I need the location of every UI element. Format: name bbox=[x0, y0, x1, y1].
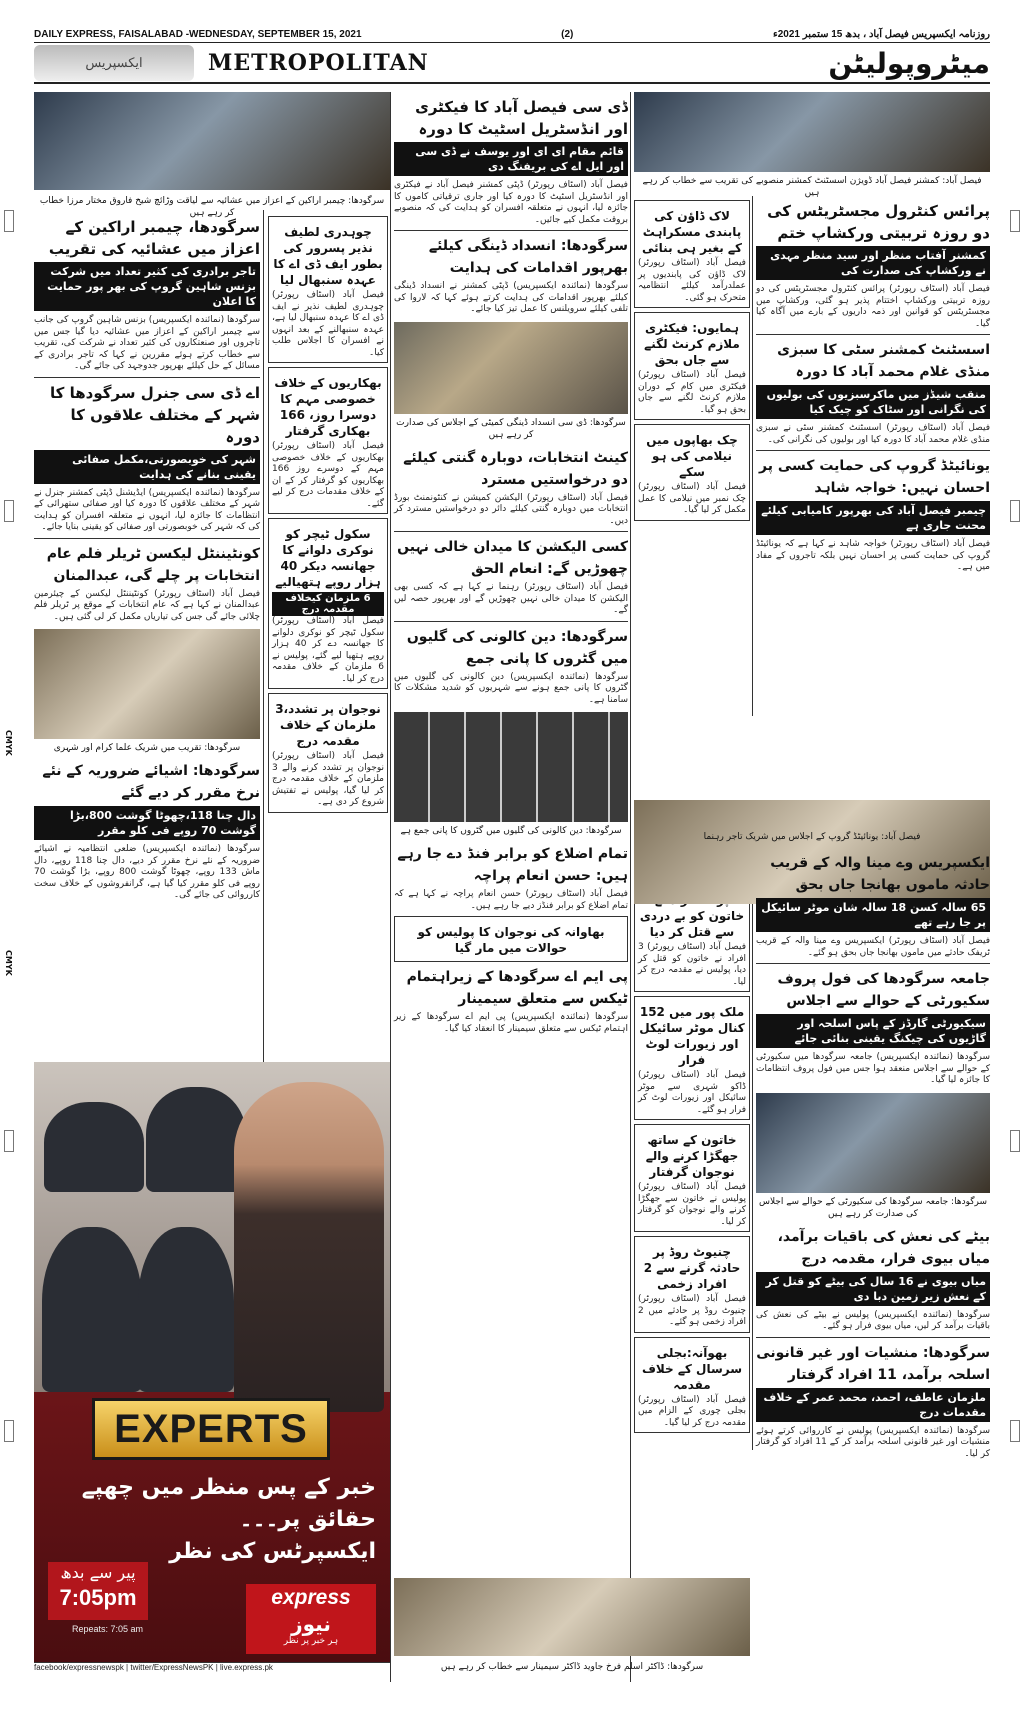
box-body: فیصل آباد (اسٹاف رپورٹر) نوجوان پر تشدد کرنے والے 3 ملزمان کے خلاف مقدمہ درج کر لیا گیا، پولیس نے تفتیش شروع کر دی ہے۔ bbox=[272, 751, 384, 807]
box-body: فیصل آباد (اسٹاف رپورٹر) چوہدری لطیف نذیر نے ایف ڈی اے کا عہدہ سنبھال لیا ہے، عہدہ سنبھالنے کے بعد انہوں نے افسران کا اجلاس طلب کیا۔ bbox=[272, 290, 384, 358]
headline: سرگودھا: انسداد ڈینگی کیلئے بھرپور اقدامات کی ہدایت bbox=[428, 238, 628, 276]
headline: سرگودھا: اشیائے ضروریہ کے نئے نرخ مقرر کر دیے گئے bbox=[42, 763, 260, 801]
news-box bbox=[634, 424, 750, 521]
registration-mark bbox=[4, 210, 14, 232]
article-body: سرگودھا (نمائندہ ایکسپریس) ضلعی انتظامیہ نے اشیائے ضروریہ کے نئے نرخ مقرر کر دیے، دال چنا 118 روپے، دال ماش 133 روپے، چھوٹا گوشت 800 روپے، بڑا گوشت 70 روپے فی کلو مقرر کیا گیا ہے، گرانفروشوں کے خلاف سخت کارروائی کی جائے گی۔ bbox=[34, 844, 260, 900]
news-box bbox=[634, 312, 750, 420]
news-box bbox=[634, 200, 750, 308]
headline: تمام اضلاع کو برابر فنڈ دے جا رہے ہیں: حسن انعام پراچہ bbox=[397, 846, 628, 884]
midright-column-lower bbox=[634, 848, 750, 1573]
box-headline: لاک ڈاؤن کی پابندی مسکراہٹ کے بغیر ہی بنائی bbox=[642, 209, 742, 255]
article-body: سرگودھا (نمائندہ ایکسپریس) دین کالونی کی گلیوں میں گٹروں کا پانی جمع ہونے سے شہریوں کو شدید مشکلات کا سامنا ہے۔ bbox=[394, 671, 628, 705]
express-experts-ad bbox=[34, 1062, 390, 1662]
box-body: فیصل آباد (اسٹاف رپورٹر) سکول ٹیچر کو نوکری دلوانے کا جھانسہ دے کر 40 ہزار روپے ہتھیا لیے گئے، پولیس نے 6 ملزمان کے خلاف مقدمہ درج کر لیا۔ bbox=[272, 616, 384, 684]
box-body: فیصل آباد (اسٹاف رپورٹر) چک نمبر میں نیلامی کا عمل مکمل کر لیا گیا۔ bbox=[638, 482, 746, 515]
article-body: سرگودھا (نمائندہ ایکسپریس) ڈپٹی کمشنر نے انسداد ڈینگی کیلئے بھرپور اقدامات کی ہدایت کرتے ہوئے کہا کہ لاروا کی تلفی کیلئے سرویلنس کا عمل تیز کیا جائے۔ bbox=[394, 281, 628, 314]
headline: یونائیٹڈ گروپ کی حمایت کسی پر احسان نہیں: خواجہ شاہد bbox=[759, 458, 990, 496]
news-box bbox=[634, 1236, 750, 1333]
box-headline: ہمایوں: فیکٹری ملازم کرنٹ لگنے سے جاں بحق bbox=[644, 321, 740, 367]
photo-dengue-meeting bbox=[394, 322, 628, 414]
article-body: سرگودھا (نمائندہ ایکسپریس) پولیس نے کارروائی کرتے ہوئے منشیات اور غیر قانونی اسلحہ برآمد کر کے 11 افراد کو گرفتار کر لیا۔ bbox=[756, 1425, 990, 1459]
subheadline: تاجر برادری کی کثیر تعداد میں شرکت بزنس شاہین گروپ کی بھر پور حمایت کا اعلان bbox=[34, 262, 260, 311]
left-stories bbox=[34, 212, 260, 1062]
cmyk-mark: CMYK bbox=[4, 950, 13, 976]
subheadline: ملزمان عاطف، احمد، محمد عمر کے خلاف مقدمات درج bbox=[756, 1388, 990, 1422]
headline: سرگودھا: دین کالونی کی گلیوں میں گٹروں کا پانی جمع bbox=[406, 628, 628, 667]
ad-tagline-line1: خبر کے پس منظر میں چھپے حقائق پر۔۔۔ bbox=[81, 1475, 376, 1532]
left-column bbox=[34, 92, 264, 190]
box-headline: ملک پور میں 152 کنال موٹر سائیکل اور زیورات لوٹ فرار bbox=[639, 1005, 745, 1067]
subheadline: میاں بیوی نے 16 سال کی بیٹے کو قتل کر کے نعش زیر زمین دبا دی bbox=[756, 1272, 990, 1306]
box-subhead: 6 ملزمان کیخلاف مقدمہ درج bbox=[272, 592, 384, 616]
box-headline: بھاوانہ کی نوجوان کا پولیس کو حوالات میں مار گیا bbox=[417, 925, 605, 955]
box-body: فیصل آباد (اسٹاف رپورٹر) ڈاکو شہری سے موٹر سائیکل اور زیورات لوٹ کر فرار ہو گئے۔ bbox=[638, 1070, 746, 1115]
photo-caption: فیصل آباد: یونائیٹڈ گروپ کے اجلاس میں شریک تاجر رہنما bbox=[703, 832, 921, 842]
registration-mark bbox=[4, 1420, 14, 1442]
box-headline: سکول ٹیچر کو نوکری دلوانے کا جھانسہ دیکر 40 ہزار روپے ہتھیالیے bbox=[275, 527, 381, 589]
news-box bbox=[634, 1337, 750, 1434]
headline: ایکسپریس وے مینا والہ کے قریب حادثہ ماموں بھانجا جاں بحق bbox=[770, 855, 990, 893]
photo-caption: سرگودھا: ڈی سی انسداد ڈینگی کمیٹی کے اجلاس کی صدارت کر رہے ہیں bbox=[396, 417, 626, 440]
ad-tagline bbox=[56, 1472, 376, 1568]
photo-caption: فیصل آباد: کمشنر فیصل آباد ڈویژن اسسٹنٹ کمشنر منصوبے کی تقریب سے خطاب کر رہے ہیں bbox=[642, 176, 982, 198]
photo-caption: سرگودھا: جامعہ سرگودھا کی سکیورٹی کے حوالے سے اجلاس کی صدارت کر رہے ہیں bbox=[758, 1196, 988, 1219]
photo-caption: سرگودھا: تقریب میں شریک علما کرام اور شہری bbox=[53, 743, 241, 753]
box-body: فیصل آباد (اسٹاف رپورٹر) چنیوٹ روڈ پر حادثے میں 2 افراد زخمی ہو گئے۔ bbox=[638, 1294, 746, 1327]
article-body: فیصل آباد (اسٹاف رپورٹر) رہنما نے کہا ہے کہ کسی بھی الیکشن کا میدان خالی نہیں چھوڑیں گے اور بھرپور حصہ لیں گے۔ bbox=[394, 582, 628, 615]
box-body: فیصل آباد (اسٹاف رپورٹر) فیکٹری میں کام کے دوران ملازم کرنٹ لگنے سے جاں بحق ہو گیا۔ bbox=[638, 370, 746, 415]
headline: ڈی سی فیصل آباد کا فیکٹری اور انڈسٹریل اسٹیٹ کا دورہ bbox=[415, 98, 628, 138]
news-box bbox=[394, 916, 628, 962]
headline: کینٹ انتخابات، دوبارہ گنتی کیلئے دو درخواستیں مسترد bbox=[403, 449, 628, 488]
box-body: فیصل آباد (اسٹاف رپورٹر) بھکاریوں کے خلاف خصوصی مہم کے دوسرے روز 166 بھکاریوں کو گرفتار کر کے ان کے خلاف مقدمات درج کر لیے گئے۔ bbox=[272, 441, 384, 509]
article-body: فیصل آباد (اسٹاف رپورٹر) ایکسپریس وے مینا والہ کے قریب ٹریفک حادثے میں ماموں بھانجا جاں بحق ہو گئے۔ bbox=[756, 936, 990, 958]
headline: جامعہ سرگودھا کی فول پروف سکیورٹی کے حوالے سے اجلاس bbox=[777, 971, 990, 1009]
photo-university-meeting bbox=[756, 1093, 990, 1193]
subheadline: سیکیورٹی گارڈز کے پاس اسلحہ اور گاڑیوں کی چیکنگ یقینی بنائی جائے bbox=[756, 1014, 990, 1048]
brand-slogan: ہر خبر پر نظر bbox=[283, 1636, 339, 1646]
headline: پرائس کنٹرول مجسٹریٹس کی دو روزہ تربیتی ورکشاپ ختم bbox=[767, 202, 990, 242]
ad-schedule bbox=[48, 1562, 148, 1620]
subheadline: دال چنا 118،چھوٹا گوشت 800،بڑا گوشت 70 روپے فی کلو مقرر bbox=[34, 806, 260, 840]
news-box bbox=[268, 367, 388, 514]
box-headline: بھوآنہ:بجلی سرسال کے خلاف مقدمہ bbox=[641, 1345, 743, 1392]
registration-mark bbox=[1010, 1130, 1020, 1152]
registration-mark bbox=[4, 1130, 14, 1152]
article-body: فیصل آباد (اسٹاف رپورٹر) کونٹیننٹل لیکسن کے چیئرمین عبدالمنان نے کہا ہے کہ عام انتخابات کے موقع پر ٹریلر فلم چلائی جائے گی جس کی تیاریاں مکمل کر لی گئی ہیں۔ bbox=[34, 588, 260, 622]
center-column bbox=[394, 92, 628, 1682]
headline: اسسٹنٹ کمشنر سٹی کا سبزی منڈی غلام محمد آباد کا دورہ bbox=[777, 342, 990, 380]
box-headline: بھکاریوں کے خلاف خصوصی مہم کا دوسرا روز، 166 بھکاری گرفتار bbox=[274, 376, 382, 438]
box-body: فیصل آباد (اسٹاف رپورٹر) لاک ڈاؤن کی پابندیوں پر عملدرآمد کیلئے انتظامیہ متحرک ہو گئی۔ bbox=[638, 258, 746, 303]
photo-ulema bbox=[34, 629, 260, 739]
subheadline: شہر کی خوبصورتی،مکمل صفائی یقینی بنانے کی ہدایت bbox=[34, 450, 260, 484]
article-body: فیصل آباد (اسٹاف رپورٹر) حسن انعام پراچہ نے کہا ہے کہ تمام اضلاع کو برابر فنڈز دیے جا رہے ہیں۔ bbox=[394, 889, 628, 911]
right-column-lower bbox=[756, 848, 990, 1678]
news-box bbox=[268, 518, 388, 689]
subheadline: قائم مقام ای ای اور یوسف نے ڈی سی اور ایل اے کی بریفنگ دی bbox=[394, 142, 628, 176]
article-body: فیصل آباد (اسٹاف رپورٹر) ڈپٹی کمشنر فیصل آباد نے فیکٹری اور انڈسٹریل اسٹیٹ کا دورہ کیا اور جاری ترقیاتی کاموں کا جائزہ لیا، انہوں نے متعلقہ افسران کو ہدایت کی کہ منصوبے بروقت مکمل کیے جائیں۔ bbox=[394, 180, 628, 225]
ad-tagline-line2: ایکسپرٹس کی نظر bbox=[169, 1539, 376, 1564]
section-title-urdu: میٹروپولیٹن bbox=[828, 46, 990, 80]
ad-repeats: Repeats: 7:05 am bbox=[72, 1624, 144, 1634]
cmyk-mark: CMYK bbox=[4, 730, 13, 756]
registration-mark bbox=[1010, 500, 1020, 522]
box-headline: چنیوٹ روڈ پر حادثہ گرنے سے 2 افراد زخمی bbox=[643, 1245, 741, 1291]
article-body: فیصل آباد (اسٹاف رپورٹر) خواجہ شاہد نے کہا ہے کہ یونائیٹڈ گروپ کی حمایت کسی پر احسان نہیں بلکہ تاجروں کے مفاد میں ہے۔ bbox=[756, 539, 990, 572]
box-headline: چوہدری لطیف نذیر پسرور کی بطور ایف ڈی اے کا عہدہ سنبھال لیا bbox=[273, 225, 383, 287]
registration-mark bbox=[4, 500, 14, 522]
box-headline: چک بھاپوں میں نیلامی کی ہو سکے bbox=[646, 433, 738, 479]
subheadline: منقب شیڈز میں ماکرسبزیوں کی بولیوں کی نگرانی اور سٹاک کو چیک کیا bbox=[756, 385, 990, 419]
ad-days: پیر سے بدھ bbox=[60, 1563, 136, 1582]
express-logo: ایکسپریس bbox=[34, 45, 194, 81]
ad-hosts-photo bbox=[34, 1062, 390, 1392]
column-rule bbox=[390, 92, 391, 1682]
headline: بیٹے کی نعش کی باقیات برآمد، میاں بیوی فرار، مقدمہ درج bbox=[777, 1228, 990, 1267]
article-body: سرگودھا (نمائندہ ایکسپریس) جامعہ سرگودھا میں سکیورٹی کے حوالے سے اجلاس منعقد ہوا جس میں فول پروف انتظامات کا جائزہ لیا گیا۔ bbox=[756, 1052, 990, 1085]
box-headline: نوجوان پر تشدد،3 ملزمان کے خلاف مقدمہ درج bbox=[275, 702, 381, 748]
subheadline: 65 سالہ کسن 18 سالہ شان موٹر سائیکل پر جا رہے تھے bbox=[756, 898, 990, 932]
registration-mark bbox=[1010, 1420, 1020, 1442]
box-body: فیصل آباد (اسٹاف رپورٹر) 3 افراد نے خاتون کو قتل کر دیا، پولیس نے مقدمہ درج کر لیا۔ bbox=[638, 942, 746, 987]
brand-english: express bbox=[271, 1586, 351, 1609]
masthead bbox=[34, 44, 990, 84]
photo-seminar bbox=[394, 1578, 750, 1656]
ad-time: 7:05pm bbox=[59, 1585, 137, 1610]
photo-caption: سرگودھا: دین کالونی کی گلیوں میں گٹروں کا پانی جمع ہے bbox=[400, 826, 622, 836]
column-rule bbox=[752, 850, 753, 1450]
column-rule bbox=[263, 210, 264, 1065]
column-rule bbox=[752, 196, 753, 716]
headline: سرگودھا، چیمبر اراکین کے اعزاز میں عشائیہ کی تقریب bbox=[48, 218, 260, 258]
ad-anchor bbox=[234, 1082, 384, 1412]
headline: کونٹیننٹل لیکسن ٹریلر فلم عام انتخابات پر چلے گی، عبدالمنان bbox=[46, 545, 260, 584]
article-body: سرگودھا (نمائندہ ایکسپریس) پی ایم اے سرگودھا کے زیر اہتمام ٹیکس سے متعلق سیمینار کا انعقاد کیا گیا۔ bbox=[394, 1012, 628, 1034]
article-body: فیصل آباد (اسٹاف رپورٹر) پرائس کنٹرول مجسٹریٹس کی دو روزہ تربیتی ورکشاپ اختتام پذیر ہو گئی، ورکشاپ میں مجسٹریٹس کو قوانین اور ذمہ داریوں کے بارے میں آگاہ کیا گیا۔ bbox=[756, 284, 990, 329]
article-body: سرگودھا (نمائندہ ایکسپریس) پولیس نے بیٹے کی نعش کی باقیات برآمد کر لیں، میاں بیوی فرار ہو گئے۔ bbox=[756, 1309, 990, 1331]
midleft-column bbox=[268, 212, 388, 1062]
page-number: (2) bbox=[561, 28, 574, 40]
article-body: فیصل آباد (اسٹاف رپورٹر) اسسٹنٹ کمشنر سٹی نے سبزی منڈی غلام محمد آباد کا دورہ کیا اور بولیوں کی نگرانی کی۔ bbox=[756, 423, 990, 445]
section-title-english: METROPOLITAN bbox=[208, 50, 429, 76]
ad-title: EXPERTS bbox=[92, 1398, 330, 1460]
subheadline: چیمبر فیصل آباد کی بھرپور کامیابی کیلئے محنت جاری ہے bbox=[756, 501, 990, 535]
column-rule bbox=[630, 92, 631, 1682]
box-headline: خاتون کے ساتھ جھگڑا کرنے والے نوجوان گرفتار bbox=[645, 1133, 739, 1179]
subheadline: کمشنر آفتاب منظر اور سید منظر مہدی نے ورکشاپ کی صدارت کی bbox=[756, 246, 990, 280]
headline: سرگودھا: منشیات اور غیر قانونی اسلحہ برآمد، 11 افراد گرفتار bbox=[756, 1344, 990, 1383]
left-caption-wrap bbox=[34, 192, 390, 218]
photo-sewage-street bbox=[394, 712, 628, 822]
headline: پی ایم اے سرگودھا کے زیراہتمام ٹیکس سے متعلق سیمینار bbox=[406, 969, 628, 1007]
express-news-logo bbox=[246, 1584, 376, 1654]
article-body: سرگودھا (نمائندہ ایکسپریس) بزنس شاہین گروپ کی جانب سے چیمبر اراکین کے اعزاز میں عشائیہ دیا گیا جس میں تاجروں اور صنعتکاروں کی کثیر تعداد نے شرکت کی، تقریب سے خطاب کرتے ہوئے مقررین نے کہا کہ تاجر برادری کے مسائل کے حل کیلئے بھرپور جدوجہد کی جائے گی۔ bbox=[34, 315, 260, 371]
top-dateline bbox=[34, 26, 990, 43]
dateline-urdu: روزنامہ ایکسپریس فیصل آباد ، بدھ 15 ستمبر 2021ء bbox=[773, 28, 990, 40]
headline: اے ڈی سی جنرل سرگودھا کا شہر کے مختلف علاقوں کا دورہ bbox=[50, 383, 260, 446]
box-body: فیصل آباد (اسٹاف رپورٹر) بجلی چوری کے الزام میں مقدمہ درج کر لیا گیا۔ bbox=[638, 1394, 746, 1428]
news-box bbox=[634, 996, 750, 1120]
photo-commissioner bbox=[634, 92, 990, 172]
right-top-photo-wrap bbox=[634, 92, 990, 196]
article-body: فیصل آباد (اسٹاف رپورٹر) الیکشن کمیشن نے کنٹونمنٹ بورڈ انتخابات میں دوبارہ گنتی کیلئے دائر دو درخواستیں مسترد کر دیں۔ bbox=[394, 492, 628, 526]
brand-urdu: نیوز bbox=[291, 1612, 331, 1636]
box-body: فیصل آباد (اسٹاف رپورٹر) پولیس نے خاتون سے جھگڑا کرنے والے نوجوان کو گرفتار کر لیا۔ bbox=[638, 1182, 746, 1227]
dateline-english: DAILY EXPRESS, FAISALABAD -WEDNESDAY, SEPTEMBER 15, 2021 bbox=[34, 28, 362, 40]
ad-social-links: facebook/expressnewspk | twitter/ExpressNewsPK | live.express.pk bbox=[34, 1662, 390, 1679]
photo-chamber-dinner bbox=[34, 92, 390, 190]
article-body: سرگودھا (نمائندہ ایکسپریس) ایڈیشنل ڈپٹی کمشنر جنرل نے شہر کے مختلف علاقوں کا دورہ کیا اور صفائی ستھرائی کے انتظامات کا جائزہ لیا، انہوں نے متعلقہ افسران کو ہدایت کی کہ شہر کی خوبصورتی اور صفائی کو یقینی بنایا جائے۔ bbox=[34, 487, 260, 532]
news-box bbox=[268, 693, 388, 813]
news-box bbox=[634, 1124, 750, 1232]
photo-caption: سرگودھا: چیمبر اراکین کے اعزاز میں عشائیہ سے لیاقت وڑائچ شیخ فاروق مختار مرزا خطاب کر رہے ہیں bbox=[39, 196, 385, 218]
registration-mark bbox=[1010, 210, 1020, 232]
news-box bbox=[268, 216, 388, 363]
box-headline: خاتون کو بے دردی سے قتل کر دیا bbox=[639, 909, 745, 939]
photo-caption: سرگودھا: ڈاکٹر اسلم فرخ جاوید ڈاکٹر سیمینار سے خطاب کر رہے ہیں bbox=[440, 1662, 704, 1672]
headline: کسی الیکشن کا میدان خالی نہیں چھوڑیں گے: انعام الحق bbox=[397, 539, 628, 577]
